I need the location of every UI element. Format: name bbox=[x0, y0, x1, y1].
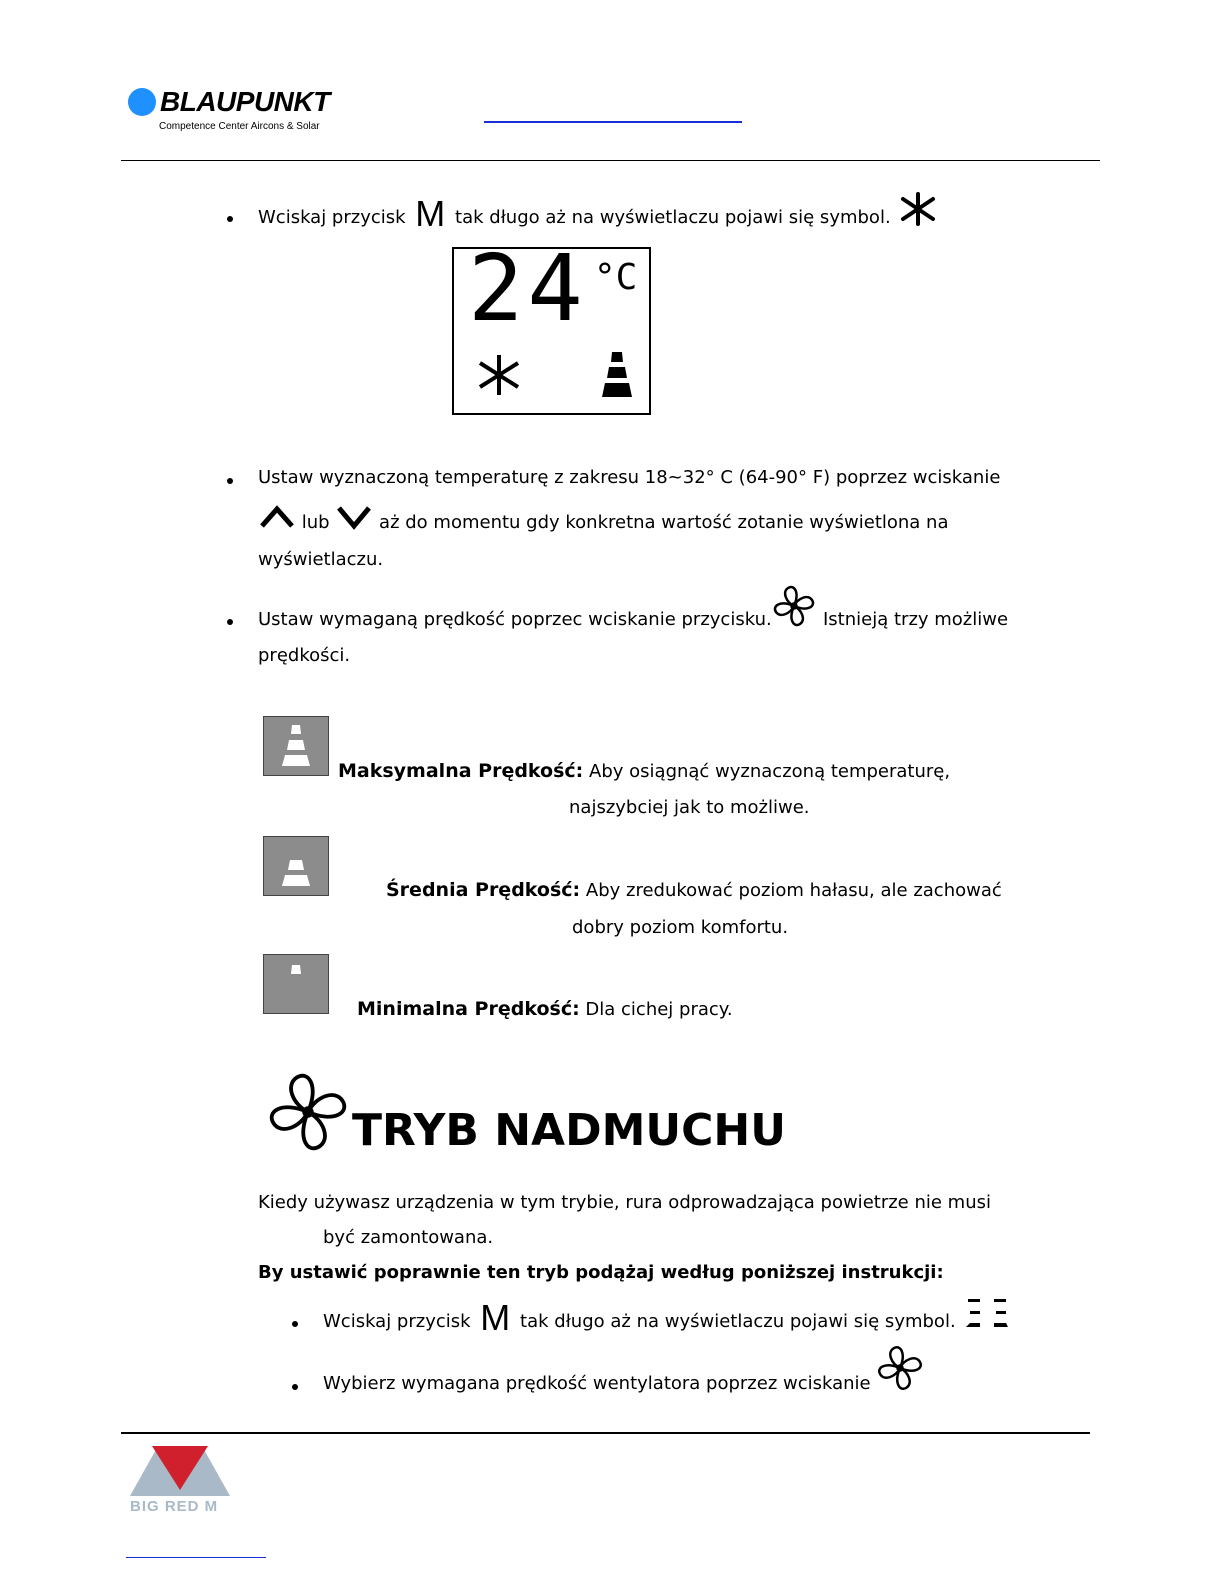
speed-label: Średnia Prędkość: bbox=[386, 879, 581, 901]
speed-medium-icon bbox=[263, 836, 329, 896]
bullet-text: Wciskaj przycisk bbox=[323, 1311, 471, 1332]
bullet-text: aż do momentu gdy konkretna wartość zotanie wyświetlona na bbox=[379, 512, 949, 533]
bullet-text: lub bbox=[301, 512, 330, 533]
fan-icon bbox=[266, 1070, 350, 1154]
instruction-text: By ustawić poprawnie ten tryb podążaj według poniższej instrukcji: bbox=[258, 1262, 944, 1283]
display-unit: °C bbox=[594, 257, 638, 298]
speed-max-label bbox=[338, 758, 950, 785]
speed-max-icon bbox=[263, 716, 329, 776]
bullet-text: Ustaw wyznaczoną temperaturę z zakresu 18~32° C (64-90° F) poprzez wciskanie bbox=[258, 467, 1001, 488]
header-link[interactable] bbox=[484, 121, 742, 123]
speed-min-icon bbox=[263, 954, 329, 1014]
bullet-text: tak długo aż na wyświetlaczu pojawi się symbol. bbox=[520, 1311, 956, 1332]
bullet-line bbox=[258, 503, 949, 543]
speed-desc: dobry poziom komfortu. bbox=[572, 917, 789, 938]
snowflake-icon bbox=[898, 191, 938, 227]
bullet-text: prędkości. bbox=[258, 645, 351, 666]
brand-name: BLAUPUNKT bbox=[160, 86, 330, 117]
lcd-display bbox=[452, 235, 651, 415]
footer-logo-text: BIG RED M bbox=[130, 1498, 219, 1515]
bullet-text: Wybierz wymagana prędkość wentylatora poprzez wciskanie bbox=[323, 1373, 871, 1394]
m-button-icon: M bbox=[415, 193, 446, 234]
speed-desc: Aby osiągnąć wyznaczoną temperaturę, bbox=[589, 761, 951, 782]
fan-icon bbox=[772, 584, 816, 628]
up-arrow-icon bbox=[258, 504, 296, 530]
speed-label: Minimalna Prędkość: bbox=[357, 998, 580, 1020]
bullet-text: tak długo aż na wyświetlaczu pojawi się symbol. bbox=[455, 207, 891, 228]
speed-desc: Dla cichej pracy. bbox=[585, 999, 733, 1020]
intro-text: Kiedy używasz urządzenia w tym trybie, rura odprowadzająca powietrze nie musi bbox=[258, 1192, 991, 1213]
footer-rule bbox=[121, 1432, 1090, 1434]
bullet bbox=[227, 216, 233, 222]
speed-medium-label bbox=[386, 877, 1002, 904]
bullet-text: Wciskaj przycisk bbox=[258, 207, 406, 228]
down-arrow-icon bbox=[335, 504, 373, 530]
bullet-line bbox=[323, 1298, 956, 1338]
bullet bbox=[292, 1321, 298, 1327]
blaupunkt-logo bbox=[128, 86, 358, 136]
bullet-text: Ustaw wymaganą prędkość poprzec wciskanie przycisku. bbox=[258, 609, 772, 630]
speed-min-label bbox=[357, 996, 733, 1023]
header-rule bbox=[121, 160, 1100, 161]
fan-icon bbox=[876, 1344, 924, 1392]
bullet-text: Istnieją trzy możliwe bbox=[823, 609, 1009, 630]
brand-tagline: Competence Center Aircons & Solar bbox=[159, 121, 320, 132]
bullet bbox=[292, 1384, 298, 1390]
speed-desc: najszybciej jak to możliwe. bbox=[569, 797, 810, 818]
m-button-icon: M bbox=[480, 1297, 511, 1338]
bullet-line bbox=[258, 608, 772, 632]
bullet bbox=[227, 619, 233, 625]
display-temperature: 24 bbox=[468, 235, 587, 342]
speed-label: Maksymalna Prędkość: bbox=[338, 760, 584, 782]
intro-text: być zamontowana. bbox=[323, 1227, 494, 1248]
brand-dot-icon bbox=[128, 88, 156, 116]
fan-mode-symbol-icon bbox=[964, 1297, 1012, 1331]
section-heading: TRYB NADMUCHU bbox=[352, 1105, 786, 1156]
big-red-m-logo bbox=[128, 1444, 232, 1518]
bullet-line bbox=[258, 194, 891, 234]
footer-link[interactable] bbox=[126, 1557, 266, 1558]
bullet bbox=[227, 478, 233, 484]
speed-desc: Aby zredukować poziom hałasu, ale zachować bbox=[585, 880, 1002, 901]
fan-speed-max-icon bbox=[600, 352, 634, 398]
snowflake-icon bbox=[476, 353, 522, 397]
bullet-text: wyświetlaczu. bbox=[258, 549, 384, 570]
